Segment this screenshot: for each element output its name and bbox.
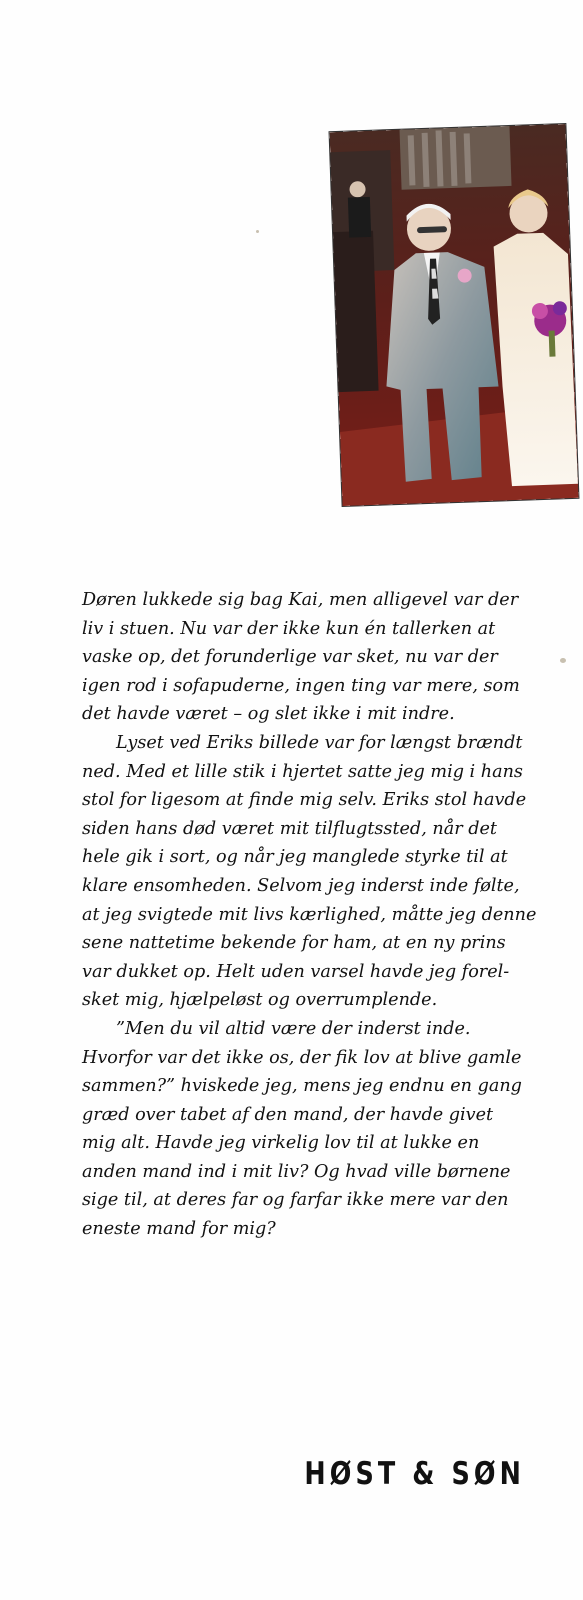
story-line: siden hans død været mit tilflugtssted, når det	[82, 818, 497, 839]
story-line: at jeg svigtede mit livs kærlighed, måtte jeg denne	[82, 904, 537, 925]
story-line: ned. Med et lille stik i hjertet satte jeg mig i hans	[82, 761, 523, 782]
story-line: sket mig, hjælpeløst og overrumplende.	[82, 990, 438, 1011]
story-line: igen rod i sofapuderne, ingen ting var mere, som	[82, 675, 520, 696]
story-line: anden mand ind i mit liv? Og hvad ville børnene	[82, 1161, 511, 1182]
wedding-photo-icon	[330, 124, 579, 506]
wedding-photo	[330, 124, 579, 506]
story-line: det havde været – og slet ikke i mit indre.	[82, 704, 455, 725]
story-text	[82, 586, 542, 1244]
story-line: sene nattetime bekende for ham, at en ny prins	[82, 933, 506, 954]
story-line: mig alt. Havde jeg virkelig lov til at lukke en	[82, 1133, 480, 1154]
story-line: Hvorfor var det ikke os, der fik lov at blive gamle	[82, 1047, 522, 1068]
story-line: stol for ligesom at finde mig selv. Eriks stol havde	[82, 790, 527, 811]
story-line: eneste mand for mig?	[82, 1219, 276, 1240]
story-line: vaske op, det forunderlige var sket, nu var der	[82, 647, 498, 668]
paper-speck	[256, 230, 259, 233]
story-line: ”Men du vil altid være der inderst inde.	[116, 1018, 471, 1039]
story-line: klare ensomheden. Selvom jeg inderst inde følte,	[82, 875, 520, 896]
story-line: græd over tabet af den mand, der havde givet	[82, 1104, 494, 1125]
story-line: var dukket op. Helt uden varsel havde jeg forel-	[82, 961, 510, 982]
story-line: hele gik i sort, og når jeg manglede styrke til at	[82, 847, 508, 868]
story-line: Lyset ved Eriks billede var for længst brændt	[116, 732, 523, 753]
story-line: sige til, at deres far og farfar ikke mere var den	[82, 1190, 509, 1211]
story-line: liv i stuen. Nu var der ikke kun én tallerken at	[82, 618, 496, 639]
story-line: Døren lukkede sig bag Kai, men alligevel var der	[82, 590, 519, 610]
publisher-logo: HØST & SØN	[304, 1456, 525, 1492]
story-line: sammen?” hviskede jeg, mens jeg endnu en gang	[82, 1076, 522, 1097]
paper-speck	[560, 658, 566, 663]
